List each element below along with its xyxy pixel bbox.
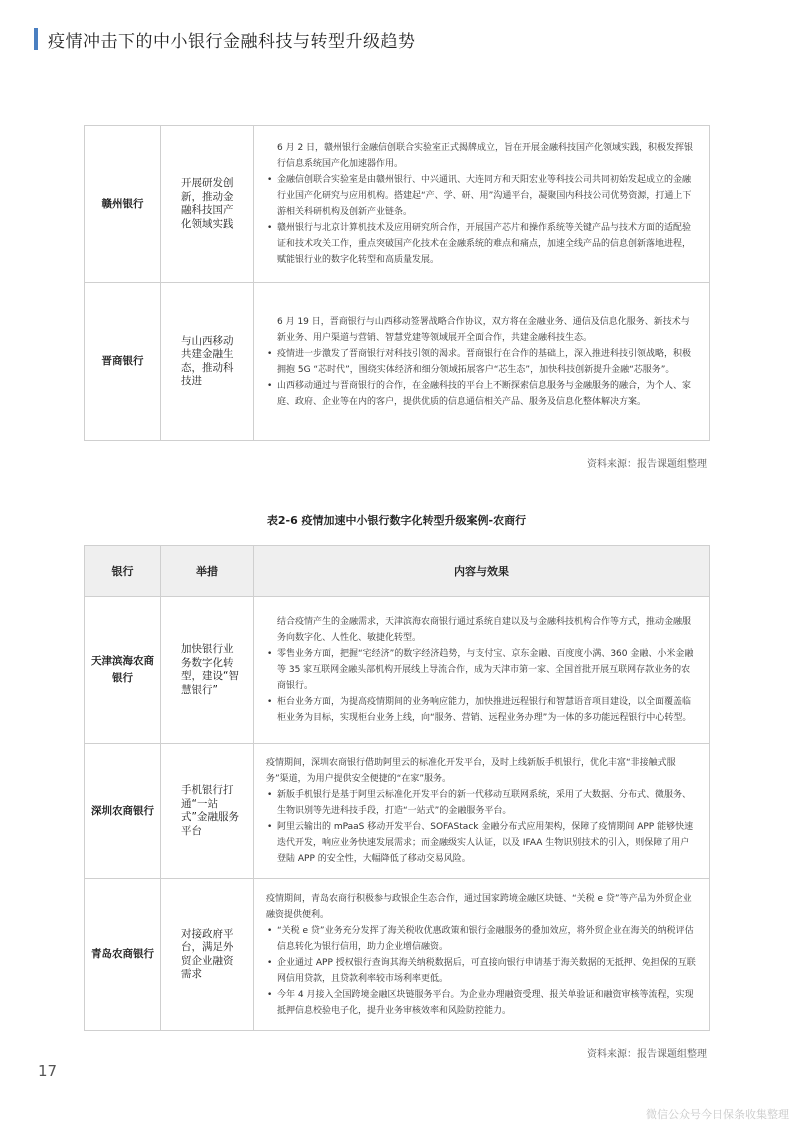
measure-text: 与山西移动共建金融生态，推动科技进 bbox=[161, 283, 254, 441]
content-bullet: • 阿里云输出的 mPaaS 移动开发平台、SOFAStack 金融分布式应用架构，保障了疫情期间 APP 能够快速迭代开发，响应业务快速发展需求；而金融级实人认证，以及 IFAA 生物识别技术的引入，则保障了用户登陆 APP 的安全性，大幅降低了移动交易风险。 bbox=[266, 819, 697, 867]
measure-text: 开展研发创新，推动金融科技国产化领域实践 bbox=[161, 126, 254, 283]
bank-name: 天津滨海农商银行 bbox=[85, 597, 161, 744]
content-bullet: • 新版手机银行是基于阿里云标准化开发平台的新一代移动互联网系统，采用了大数据、分布式、微服务、生物识别等先进科技手段，打造“一站式”的金融服务平台。 bbox=[266, 787, 697, 819]
table-caption: 表2-6 疫情加速中小银行数字化转型升级案例-农商行 bbox=[266, 514, 527, 527]
page-title: 疫情冲击下的中小银行金融科技与转型升级趋势 bbox=[48, 31, 416, 52]
content-bullet: • 赣州银行与北京计算机技术及应用研究所合作，开展国产芯片和操作系统等关键产品与技术方面的适配验证和技术攻关工作，重点突破国产化技术在金融系统的难点和痛点，加速全线产品的信息创新落地进程，赋能银行业的数字化转型和高质量发展。 bbox=[266, 220, 697, 268]
table-row bbox=[85, 126, 710, 283]
content-bullet: • “关税 e 贷”业务充分发挥了海关税收优惠政策和银行金融服务的叠加效应，将外贸企业在海关的纳税评估信息转化为银行信用，助力企业增信融资。 bbox=[266, 923, 697, 955]
table-header-row bbox=[85, 546, 710, 597]
content-bullet: • 零售业务方面，把握“宅经济”的数字经济趋势，与支付宝、京东金融、百度度小满、360 金融、小米金融等 35 家互联网金融头部机构开展线上导流合作，成为天津市第一家、全国首批开展互联网存款业务的农商银行。 bbox=[266, 646, 697, 694]
content-intro: 疫情期间，深圳农商银行借助阿里云的标准化开发平台，及时上线新版手机银行，优化丰富“非接触式服务”渠道，为用户提供安全便捷的“在家”服务。 bbox=[266, 758, 676, 784]
content-intro: 疫情期间，青岛农商行积极参与政银企生态合作，通过国家跨境金融区块链、“关税 e 贷”等产品为外贸企业融资提供便利。 bbox=[266, 893, 692, 920]
content-bullet: • 疫情进一步激发了晋商银行对科技引领的渴求。晋商银行在合作的基础上，深入推进科技引领战略，积极拥抱 5G “芯时代”，围绕实体经济和细分领域拓展客户“芯生态”，加快科技创新提升金融“芯服务”。 bbox=[266, 346, 697, 378]
content-bullet: • 山西移动通过与晋商银行的合作，在金融科技的平台上不断探索信息服务与金融服务的融合，为个人、家庭、政府、企业等在内的客户，提供优质的信息通信相关产品、服务及信息化整体解决方案。 bbox=[266, 378, 697, 410]
column-header-content: 内容与效果 bbox=[254, 546, 710, 597]
table-row bbox=[85, 879, 710, 1031]
content-bullet: • 柜台业务方面，为提高疫情期间的业务响应能力，加快推进远程银行和智慧语音项目建设，以全面覆盖临柜业务为目标，实现柜台业务上线，向“服务、营销、远程业务办理”为一体的多功能远程银行中心转型。 bbox=[266, 694, 697, 726]
content-intro: 结合疫情产生的金融需求，天津滨海农商银行通过系统自建以及与金融科技机构合作等方式，推动金融服务向数字化、人性化、敏捷化转型。 bbox=[277, 617, 692, 643]
watermark-text: 微信公众号今日保条收集整理 bbox=[646, 1108, 789, 1121]
content-bullet: • 企业通过 APP 授权银行查询其海关纳税数据后，可直接向银行申请基于海关数据的无抵押、免担保的互联网信用贷款，且贷款利率较市场利率更低。 bbox=[266, 955, 697, 987]
content-cell bbox=[254, 283, 710, 441]
header-accent-bar bbox=[34, 28, 38, 50]
column-header-measure: 举措 bbox=[161, 546, 254, 597]
table-row bbox=[85, 283, 710, 441]
bank-name: 晋商银行 bbox=[85, 283, 161, 441]
page-header bbox=[34, 27, 416, 51]
table-row bbox=[85, 744, 710, 879]
rural-bank-case-table bbox=[84, 545, 710, 1031]
content-cell bbox=[254, 879, 710, 1031]
content-cell bbox=[254, 744, 710, 879]
content-intro: 6 月 2 日，赣州银行金融信创联合实验室正式揭牌成立，旨在开展金融科技国产化领域实践，积极发挥银行信息系统国产化加速器作用。 bbox=[277, 143, 694, 169]
bank-name: 深圳农商银行 bbox=[85, 744, 161, 879]
page-number: 17 bbox=[38, 1062, 58, 1080]
bank-name: 青岛农商银行 bbox=[85, 879, 161, 1031]
column-header-bank: 银行 bbox=[85, 546, 161, 597]
table1-source: 资料来源：报告课题组整理 bbox=[587, 459, 707, 470]
table-row bbox=[85, 597, 710, 744]
content-cell bbox=[254, 126, 710, 283]
content-bullet: • 金融信创联合实验室是由赣州银行、中兴通讯、大连同方和天阳宏业等科技公司共同初始发起成立的金融行业国产化研究与应用机构。搭建起“产、学、研、用”沟通平台，凝聚国内科技公司优势资源，打通上下游相关科研机构及创新产业链条。 bbox=[266, 172, 697, 220]
content-intro: 6 月 19 日，晋商银行与山西移动签署战略合作协议，双方将在金融业务、通信及信息化服务、新技术与新业务、用户渠道与营销、智慧党建等领域展开全面合作，共建金融科技生态。 bbox=[277, 316, 690, 343]
case-table-continued bbox=[84, 125, 710, 441]
measure-text: 手机银行打通“一站式”金融服务平台 bbox=[161, 744, 254, 879]
table2-source: 资料来源：报告课题组整理 bbox=[587, 1049, 707, 1060]
measure-text: 加快银行业务数字化转型，建设“智慧银行” bbox=[161, 597, 254, 744]
content-bullet: • 今年 4 月接入全国跨境金融区块链服务平台。为企业办理融资受理、报关单验证和融资审核等流程，实现抵押信息校验电子化，提升业务审核效率和风险防控能力。 bbox=[266, 987, 697, 1019]
measure-text: 对接政府平台，满足外贸企业融资需求 bbox=[161, 879, 254, 1031]
content-cell bbox=[254, 597, 710, 744]
bank-name: 赣州银行 bbox=[85, 126, 161, 283]
